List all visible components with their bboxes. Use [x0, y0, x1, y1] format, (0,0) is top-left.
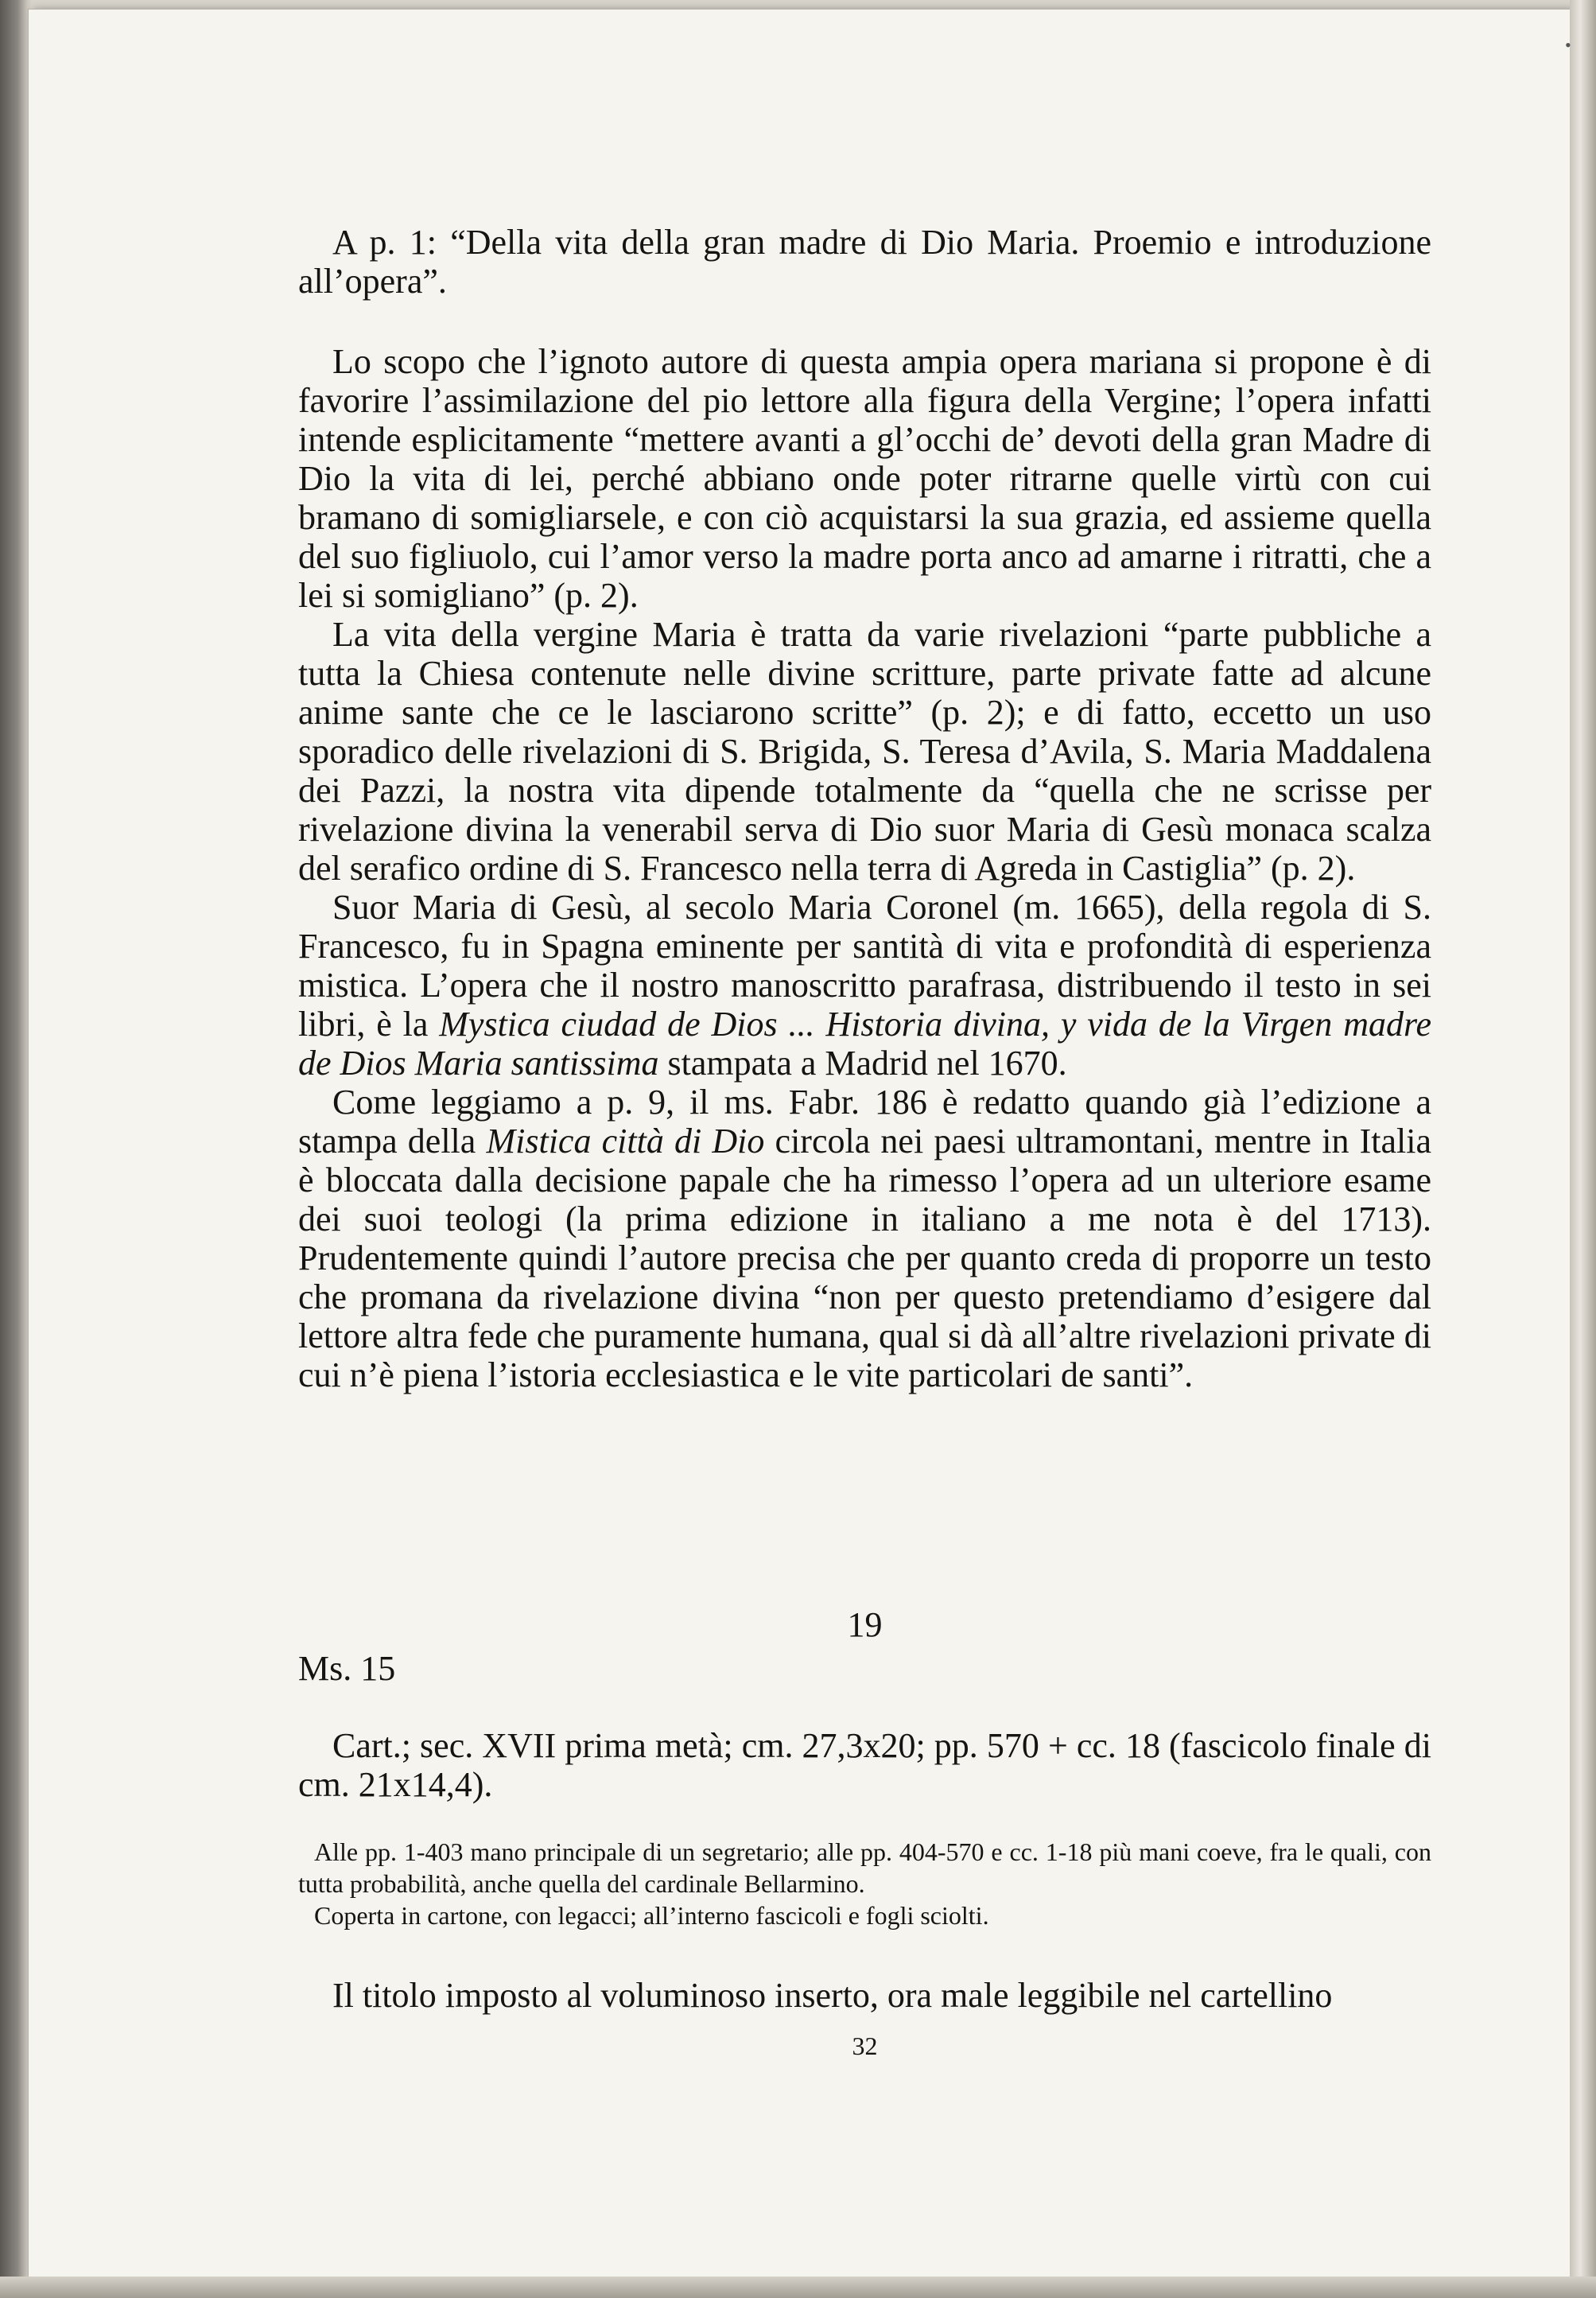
paragraph-3-text-a: Suor Maria di Gesù, al secolo Maria Coronel (m. 1665), della regola di S. Francesco, fu in Spagna eminente per santità di vita e profondità di esperienza mistica. L’opera che il nostro manoscritto parafrasa, distribuendo il testo in sei libri, è la — [298, 888, 1431, 1044]
note-cover: Coperta in cartone, con legacci; all’interno fascicoli e fogli sciolti. — [314, 1901, 989, 1930]
cart-description: Cart.; sec. XVII prima metà; cm. 27,3x20; pp. 570 + cc. 18 (fascicolo finale di cm. 21x14,4). — [298, 1726, 1431, 1804]
paragraph-4-text-b: circola nei paesi ultramontani, mentre in Italia è bloccata dalla decisione papale che ha rimesso l’opera ad un ulteriore esame dei suoi teologi (la prima edizione in italiano a me nota è del 1713). Prudentemente quindi l’autore precisa che per quanto creda di proporre un testo che promana da rivelazione divina “non per questo pretendiamo d’esigere dal lettore altra fede che puramente humana, qual si dà all’altre rivelazioni private di cui n’è piena l’istoria ecclesiastica e le vite particolari de santi”. — [298, 1122, 1432, 1394]
page-number: 32 — [852, 2032, 878, 2060]
paragraph-3-text-b: stampata a Madrid nel 1670. — [658, 1044, 1067, 1083]
notes-block — [298, 1836, 1431, 1931]
paragraph-3-title: Mystica ciudad de Dios ... Historia divina, y vida de la Virgen madre de Dios Maria santissima — [298, 1005, 1431, 1083]
main-text-block — [298, 342, 1431, 1394]
paragraph-1: Lo scopo che l’ignoto autore di questa ampia opera mariana si propone è di favorire l’assimilazione del pio lettore alla figura della Vergine; l’opera infatti intende esplicitamente “mettere avanti a gl’occhi de’ devoti della gran Madre di Dio la vita di lei, perché abbiano onde poter ritrarne quelle virtù con cui bramano di somigliarsele, e con ciò acquistarsi la sua grazia, ed assieme quella del suo figliuolo, cui l’amor verso la madre porta anco ad amarne i ritratti, che a lei si somigliano” (p. 2). — [298, 342, 1431, 615]
page-edge-right — [1570, 0, 1596, 2298]
last-line: Il titolo imposto al voluminoso inserto, ora male leggibile nel cartellino — [332, 1976, 1333, 2015]
scan-dot: • — [1565, 35, 1571, 55]
entry-number: 19 — [847, 1605, 883, 1644]
manuscript-label: Ms. 15 — [298, 1649, 396, 1688]
paragraph-4 — [298, 1083, 1431, 1394]
paragraph-2: La vita della vergine Maria è tratta da varie rivelazioni “parte pubbliche a tutta la Chiesa contenute nelle divine scritture, parte private fatte ad alcune anime sante che ce le lasciarono scritte” (p. 2); e di fatto, eccetto un uso sporadico delle rivelazioni di S. Brigida, S. Teresa d’Avila, S. Maria Maddalena dei Pazzi, la nostra vita dipende totalmente da “quella che ne scrisse per rivelazione divina la venerabil serva di Dio suor Maria di Gesù monaca scalza del serafico ordine di S. Francesco nella terra di Agreda in Castiglia” (p. 2). — [298, 615, 1431, 888]
page-edge-bottom — [0, 2277, 1596, 2298]
continuation-block — [298, 1976, 1431, 2015]
paragraph-4-title: Mistica città di Dio — [486, 1122, 765, 1161]
note-hands: Alle pp. 1-403 mano principale di un segretario; alle pp. 404-570 e cc. 1-18 più mani coeve, fra le quali, con tutta probabilità, anche quella del cardinale Bellarmino. — [298, 1837, 1431, 1898]
intro-paragraph: A p. 1: “Della vita della gran madre di Dio Maria. Proemio e introduzione all’opera”. — [298, 223, 1431, 301]
paragraph-4-text-a: Come leggiamo a p. 9, il ms. Fabr. 186 è redatto quando già l’edizione a stampa della — [298, 1083, 1431, 1161]
description-block — [298, 1726, 1431, 1804]
intro-block — [298, 223, 1431, 301]
paragraph-3 — [298, 888, 1431, 1083]
